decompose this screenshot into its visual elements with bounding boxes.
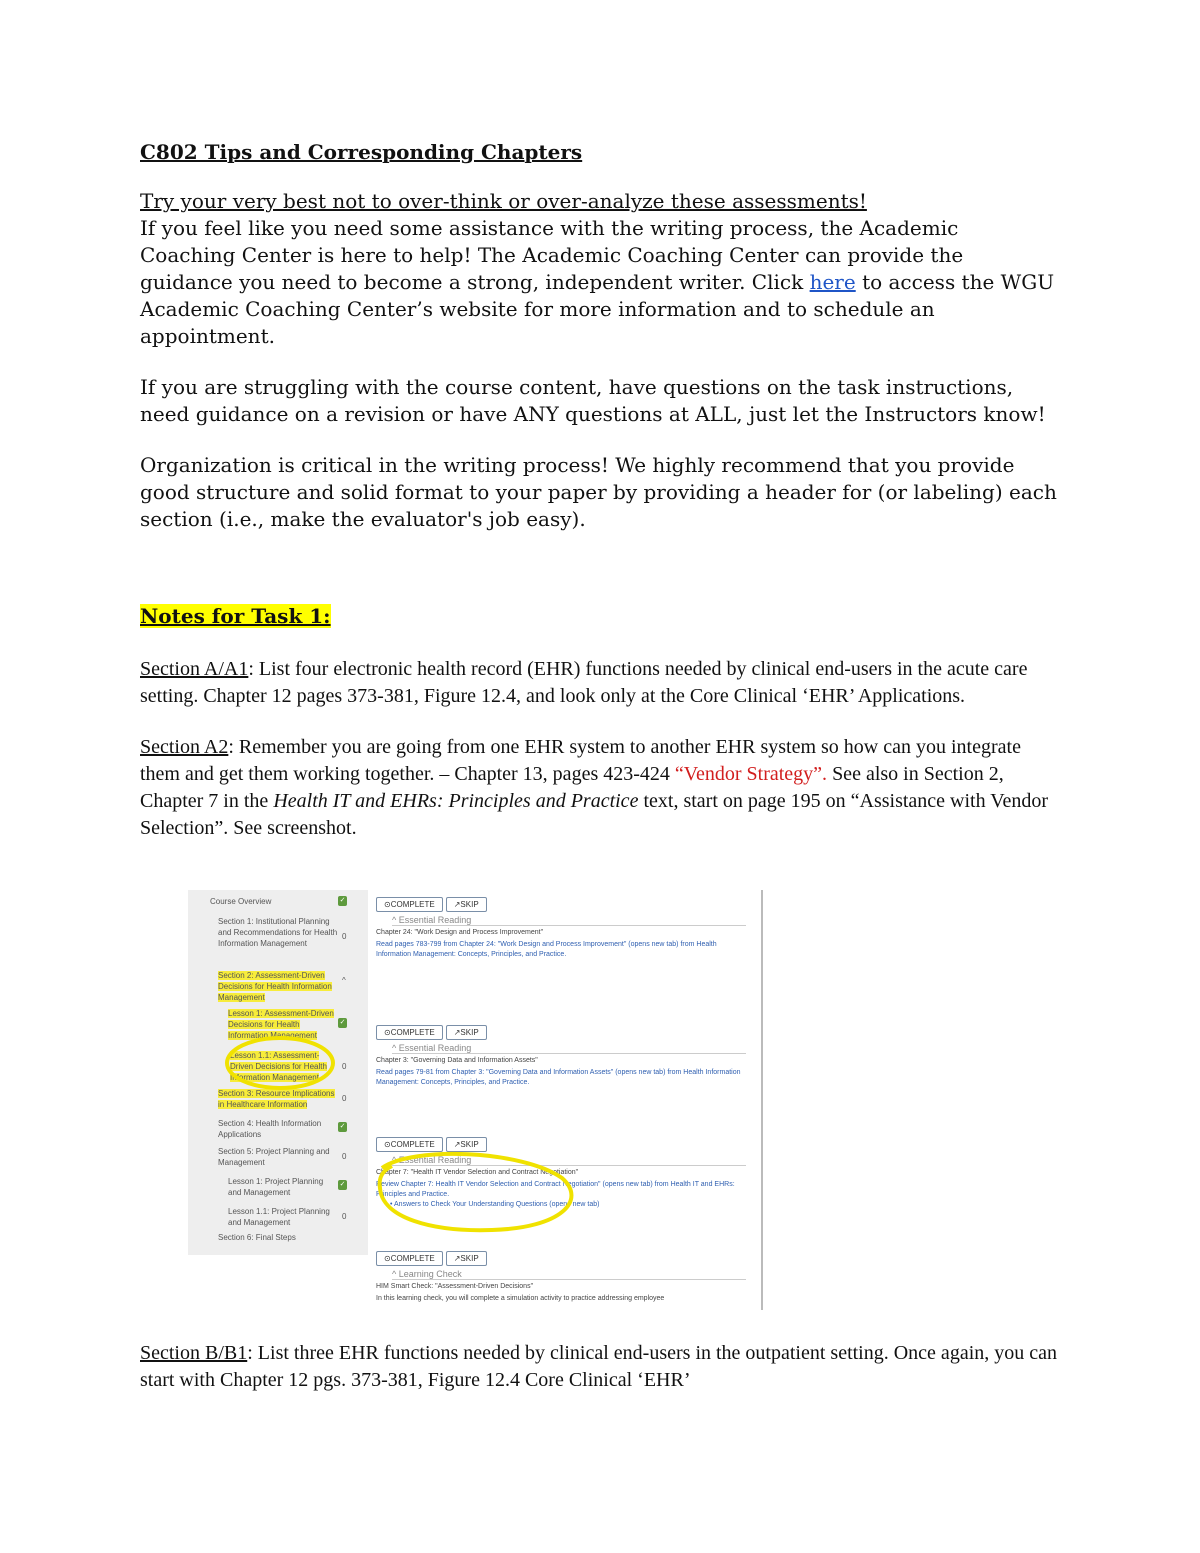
skip-button[interactable]: ↗SKIP	[446, 1137, 487, 1152]
nav-item-label: Section 2: Assessment-Driven Decisions for Health Information Management	[218, 971, 332, 1002]
nav-item: Lesson 1: Project Planning and Management	[228, 1177, 324, 1197]
section-b1-paragraph	[140, 1340, 1060, 1394]
section-b1-text-block	[140, 1340, 1060, 1394]
check-icon: ✓	[339, 897, 346, 904]
block-heading-label: Essential Reading	[398, 1043, 472, 1053]
section-b1-label: Section B/B1	[140, 1342, 248, 1364]
notes-heading-text: Notes for Task 1:	[140, 604, 331, 628]
complete-button[interactable]: ⊙COMPLETE	[376, 1137, 443, 1152]
nav-item: Section 5: Project Planning and Management	[218, 1147, 330, 1167]
complete-button[interactable]: ⊙COMPLETE	[376, 1251, 443, 1266]
complete-label: COMPLETE	[390, 1140, 435, 1149]
vendor-strategy-text: “Vendor Strategy”.	[674, 763, 828, 785]
block-reading-link[interactable]: Review Chapter 7: Health IT Vendor Selection and Contract Negotiation" (opens new tab) from Health IT and EHRs: Principles and Practice.	[376, 1181, 735, 1198]
nav-item: Course Overview	[210, 897, 272, 906]
block-heading: ^ Learning Check	[392, 1269, 746, 1280]
instructors-paragraph: If you are struggling with the course content, have questions on the task instructions, need guidance on a revision or have ANY questions at ALL, just let the Instructors know!	[140, 375, 1046, 426]
nav-item: Section 6: Final Steps	[218, 1233, 296, 1242]
intro-line: Try your very best not to over-think or over-analyze these assessments!	[140, 189, 867, 213]
section-a2-text-1: : Remember you are going from one EHR system to another EHR system so how can you integrate them and get them working together. – Chapter 13, pages 423-424	[140, 736, 1021, 785]
block-reading-link[interactable]: Read pages 783-799 from Chapter 24: "Work Design and Process Improvement" (opens new tab) from Health Information Management: Concepts, Principles, and Practice.	[376, 941, 717, 958]
organization-paragraph: Organization is critical in the writing process! We highly recommend that you provide good structure and solid format to your paper by providing a header for (or labeling) each section (i.e., make the evaluator's job easy).	[140, 453, 1057, 531]
nav-item: Section 4: Health Information Applications	[218, 1119, 322, 1139]
nav-item-label: Section 3: Resource Implications in Healthcare Information	[218, 1089, 335, 1109]
progress-zero: 0	[342, 1212, 347, 1221]
check-icon: ✓	[339, 1123, 346, 1130]
skip-button[interactable]: ↗SKIP	[446, 897, 487, 912]
course-content-panel	[376, 890, 763, 1310]
block-chapter: Chapter 7: "Health IT Vendor Selection and Contract Negotiation"	[376, 1169, 579, 1176]
section-a2-label: Section A2	[140, 736, 229, 758]
section-a1-label: Section A/A1	[140, 658, 249, 680]
block-heading: ^ Essential Reading	[392, 1043, 746, 1054]
block-chapter: HIM Smart Check: "Assessment-Driven Decisions"	[376, 1283, 534, 1290]
content-block	[376, 1246, 746, 1304]
skip-label: SKIP	[460, 1140, 479, 1149]
block-heading-label: Learning Check	[398, 1269, 462, 1279]
block-reading-link[interactable]: Read pages 79-81 from Chapter 3: "Governing Data and Information Assets" (opens new tab) from Health Information Management: Concepts, Principles, and Practice.	[376, 1069, 741, 1086]
skip-label: SKIP	[460, 1254, 479, 1263]
block-bullet-link[interactable]: • Answers to Check Your Understanding Questions (opens new tab)	[390, 1201, 600, 1208]
nav-item-label: Lesson 1.1: Assessment-Driven Decisions for Health Information Management	[230, 1051, 327, 1082]
complete-label: COMPLETE	[390, 1028, 435, 1037]
block-heading: ^ Essential Reading	[392, 1155, 746, 1166]
block-chapter: Chapter 24: "Work Design and Process Improvement"	[376, 929, 544, 936]
coaching-text-2: to access the WGU Academic Coaching Center’s website for more information and to schedule an appointment.	[140, 270, 1055, 348]
book-title: Health IT and EHRs: Principles and Practice	[273, 790, 639, 812]
course-nav-panel	[188, 890, 368, 1255]
highlight-circle	[372, 1148, 582, 1234]
progress-zero: 0	[342, 1094, 347, 1103]
document-title: C802 Tips and Corresponding Chapters	[140, 140, 583, 164]
check-icon: ✓	[339, 1181, 346, 1188]
notes-heading	[140, 603, 1060, 630]
skip-button[interactable]: ↗SKIP	[446, 1251, 487, 1266]
coaching-link[interactable]: here	[809, 270, 856, 294]
progress-zero: 0	[342, 1152, 347, 1161]
section-a1-text: : List four electronic health record (EHR) functions needed by clinical end-users in the acute care setting. Chapter 12 pages 373-381, Figure 12.4, and look only at the Core Clinical ‘EHR’ Applications.	[140, 658, 1028, 707]
complete-button[interactable]: ⊙COMPLETE	[376, 1025, 443, 1040]
complete-label: COMPLETE	[390, 1254, 435, 1263]
section-a1-paragraph	[140, 656, 1060, 710]
highlight-circle	[224, 1035, 339, 1091]
skip-button[interactable]: ↗SKIP	[446, 1025, 487, 1040]
section-a2-paragraph	[140, 734, 1060, 842]
section-a2-text-2: See also in Section 2, Chapter 7 in the	[140, 763, 1004, 812]
block-heading-label: Essential Reading	[398, 915, 472, 925]
block-heading-label: Essential Reading	[398, 1155, 472, 1165]
coaching-text-1: If you feel like you need some assistance with the writing process, the Academic Coaching Center is here to help! The Academic Coaching Center can provide the guidance you need to become a strong, independent writer. Click	[140, 216, 964, 294]
progress-zero: 0	[342, 1062, 347, 1071]
block-description: In this learning check, you will complete a simulation activity to practice addressing employee	[376, 1295, 665, 1302]
progress-zero: 0	[342, 932, 347, 941]
section-a2-text-3: text, start on page 195 on “Assistance with Vendor Selection”. See screenshot.	[140, 790, 1049, 839]
nav-item: Section 1: Institutional Planning and Recommendations for Health Information Management	[218, 917, 338, 948]
content-block	[376, 892, 746, 960]
complete-label: COMPLETE	[390, 900, 435, 909]
section-b1-text: : List three EHR functions needed by clinical end-users in the outpatient setting. Once again, you can start with Chapter 12 pgs. 373-381, Figure 12.4 Core Clinical ‘EHR’	[140, 1342, 1057, 1391]
bullet-label: Answers to Check Your Understanding Questions (opens new tab)	[394, 1201, 600, 1208]
chevron-up-icon: ^	[342, 976, 346, 985]
skip-label: SKIP	[460, 900, 479, 909]
block-chapter: Chapter 3: "Governing Data and Information Assets"	[376, 1057, 538, 1064]
intro-paragraph	[140, 188, 1060, 350]
complete-button[interactable]: ⊙COMPLETE	[376, 897, 443, 912]
document-body	[140, 140, 1060, 842]
block-heading: ^ Essential Reading	[392, 915, 746, 926]
nav-item: Lesson 1.1: Project Planning and Management	[228, 1207, 330, 1227]
nav-item	[218, 970, 338, 1003]
course-screenshot	[188, 890, 763, 1310]
content-block	[376, 1020, 746, 1088]
nav-item-label: Lesson 1: Assessment-Driven Decisions for Health Information Management	[228, 1009, 334, 1040]
skip-label: SKIP	[460, 1028, 479, 1037]
nav-item	[218, 1088, 338, 1110]
check-icon: ✓	[339, 1019, 346, 1026]
